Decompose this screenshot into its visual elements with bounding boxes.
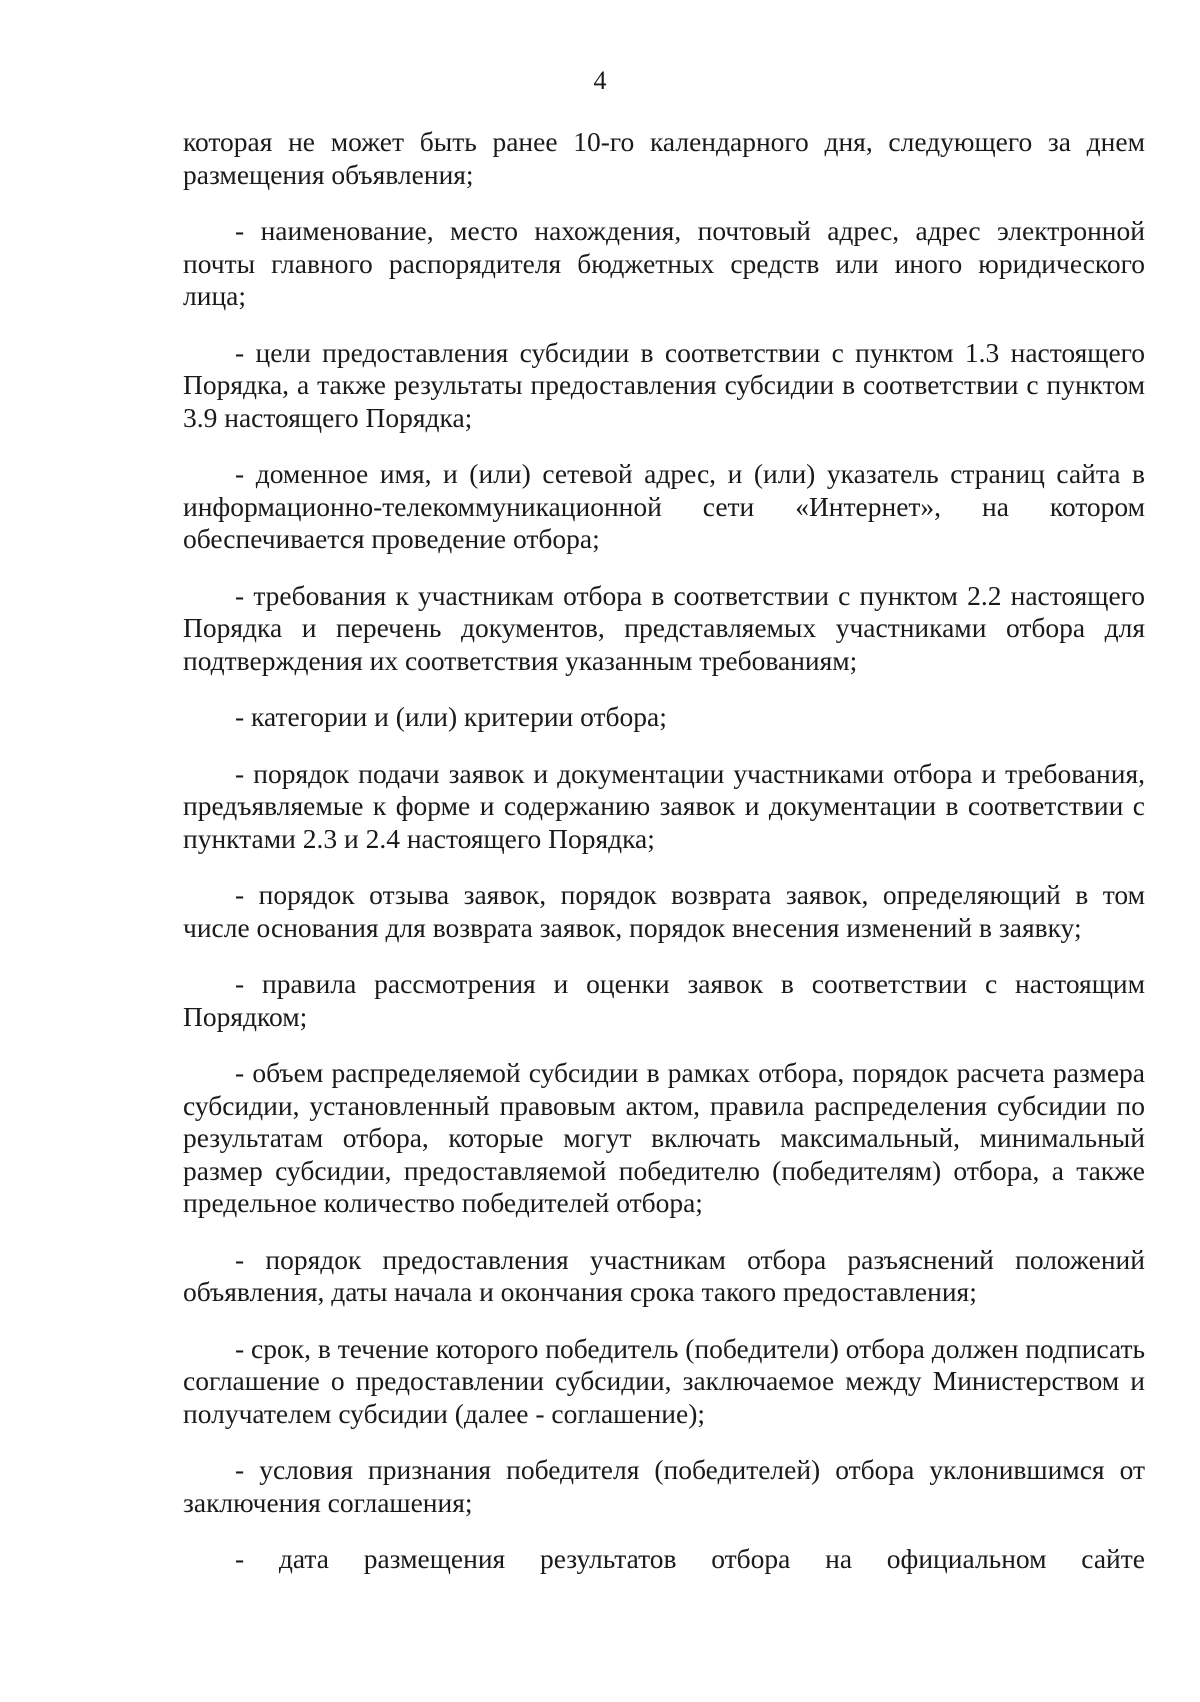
- list-item-submission-procedure: - порядок подачи заявок и документации участниками отбора и требования, предъявляемые к форме и содержанию заявок и документации в соответствии с пунктами 2.3 и 2.4 настоящего Порядка;: [183, 757, 1145, 854]
- list-item-goals: - цели предоставления субсидии в соответствии с пунктом 1.3 настоящего Порядка, а также результаты предоставления субсидии в соответствии с пунктом 3.9 настоящего Порядка;: [183, 336, 1145, 433]
- list-item-withdrawal-procedure: - порядок отзыва заявок, порядок возврата заявок, определяющий в том числе основания для возврата заявок, порядок внесения изменений в заявку;: [183, 879, 1145, 943]
- list-item-clarifications: - порядок предоставления участникам отбора разъяснений положений объявления, даты начала и окончания срока такого предоставления;: [183, 1243, 1145, 1307]
- list-item-categories: - категории и (или) критерии отбора;: [235, 701, 667, 732]
- list-item-name-address: - наименование, место нахождения, почтовый адрес, адрес электронной почты главного распорядителя бюджетных средств или иного юридического лица;: [183, 215, 1145, 311]
- list-item-domain-name: - доменное имя, и (или) сетевой адрес, и (или) указатель страниц сайта в информационно-телекоммуникационной сети «Интернет», на котором обеспечивается проведение отбора;: [183, 458, 1145, 554]
- paragraph-continuation: которая не может быть ранее 10-го календарного дня, следующего за днем размещения объявления;: [183, 126, 1145, 190]
- page-number: 4: [593, 66, 607, 95]
- list-item-results-date: - дата размещения результатов отбора на официальном сайте: [235, 1543, 1145, 1574]
- list-item-evaluation-rules: - правила рассмотрения и оценки заявок в соответствии с настоящим Порядком;: [183, 968, 1145, 1032]
- list-item-agreement-deadline: - срок, в течение которого победитель (победители) отбора должен подписать соглашение о предоставлении субсидии, заключаемое между Министерством и получателем субсидии (далее - соглашение);: [183, 1332, 1145, 1429]
- list-item-requirements: - требования к участникам отбора в соответствии с пунктом 2.2 настоящего Порядка и перечень документов, представляемых участниками отбора для подтверждения их соответствия указанным требованиям;: [183, 579, 1145, 676]
- list-item-evasion-conditions: - условия признания победителя (победителей) отбора уклонившимся от заключения соглашения;: [183, 1454, 1145, 1518]
- document-body: [183, 126, 1145, 1600]
- list-item-subsidy-volume: - объем распределяемой субсидии в рамках отбора, порядок расчета размера субсидии, установленный правовым актом, правила распределения субсидии по результатам отбора, которые могут включать максимальный, минимальный размер субсидии, предоставляемой победителю (победителям) отбора, а также предельное количество победителей отбора;: [183, 1057, 1145, 1218]
